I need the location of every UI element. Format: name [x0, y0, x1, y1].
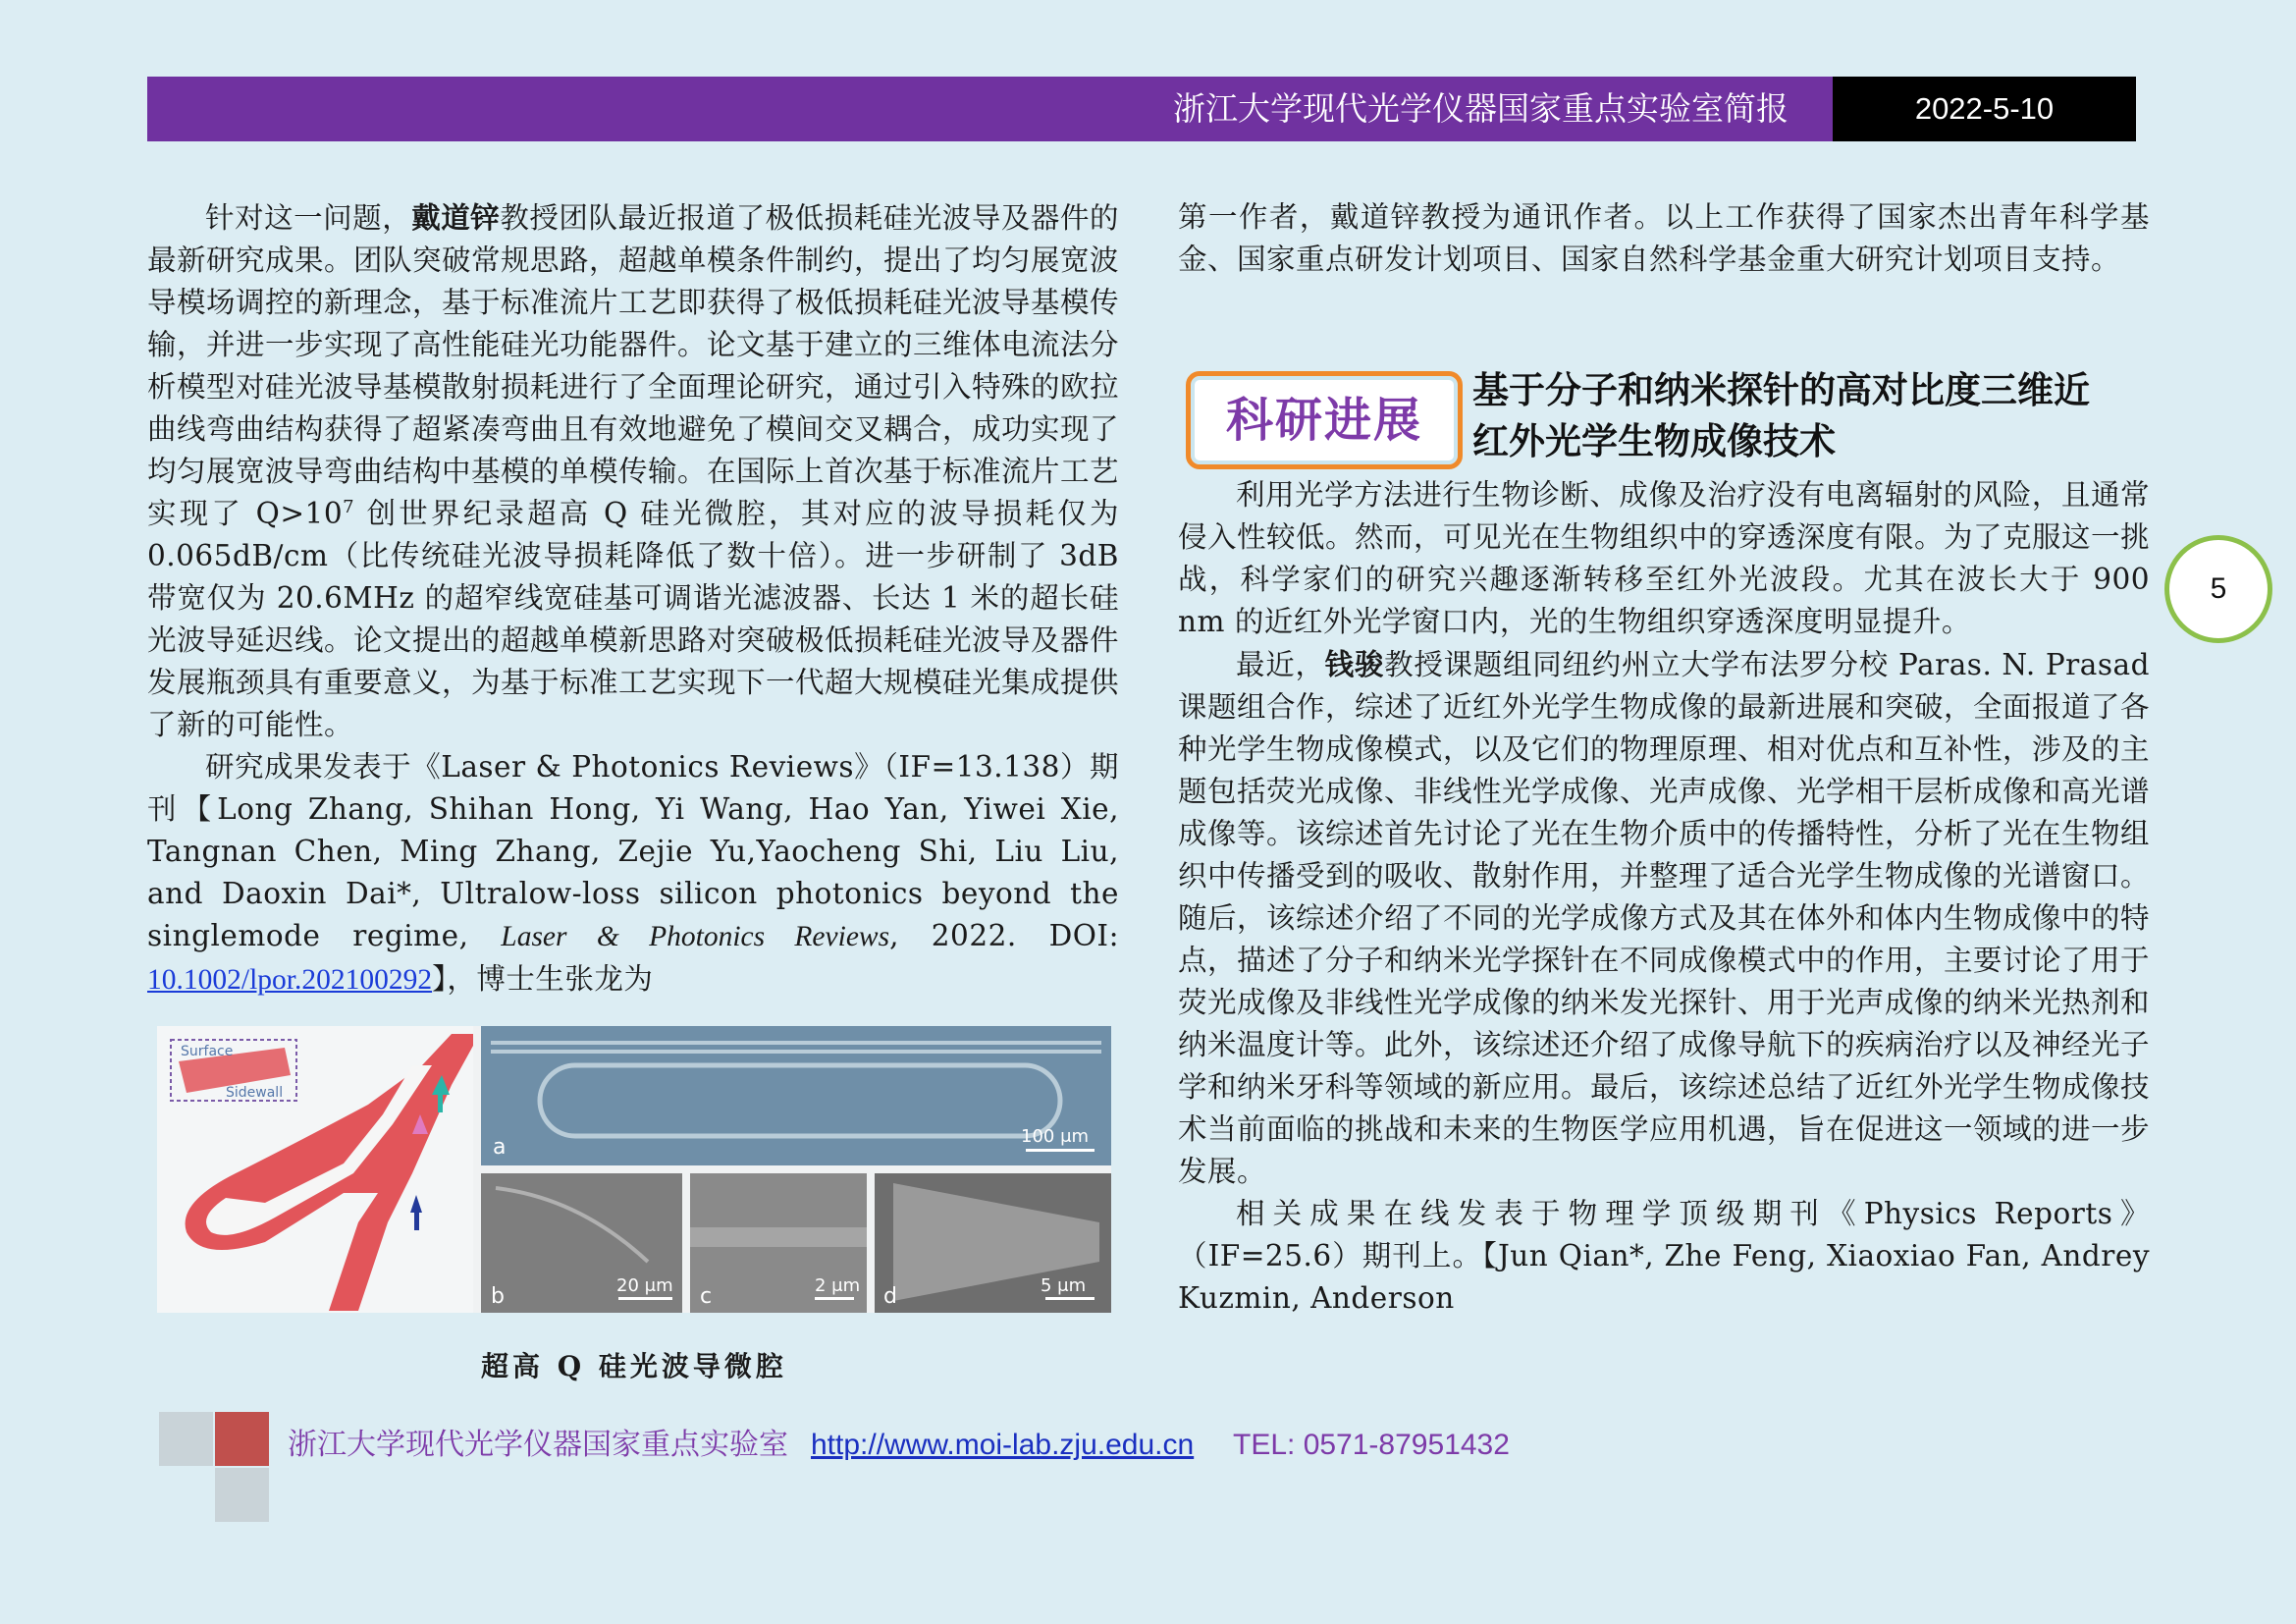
- svg-text:a: a: [493, 1135, 507, 1160]
- right-column-top: [1178, 196, 2150, 281]
- section-badge: [1186, 371, 1463, 469]
- article-paragraph: 针对这一问题，戴道锌教授团队最近报道了极低损耗硅光波导及器件的最新研究成果。团队突破常规思路，超越单模条件制约，提出了均匀展宽波导模场调控的新理念，基于标准流片工艺即获得了极低损耗硅光波导基模传输，并进一步实现了高性能硅光功能器件。论文基于建立的三维体电流法分析模型对硅光波导基模散射损耗进行了全面理论研究，通过引入特殊的欧拉曲线弯曲结构获得了超紧凑弯曲且有效地避免了模间交叉耦合，成功实现了均匀展宽波导弯曲结构中基模的单模传输。在国际上首次基于标准流片工艺实现了 $Q>10^7$ 创世界纪录超高 Q 硅光微腔，其对应的波导损耗仅为 0.065dB/cm（比传统硅光波导损耗降低了数十倍）。进一步研制了 3dB 带宽仅为 20.6MHz 的超窄线宽硅基可调谐光滤波器、长达 1 米的超长硅光波导延迟线。论文提出的超越单模新思路对突破极低损耗硅光波导及器件发展瓶颈具有重要意义，为基于标准工艺实现下一代超大规模硅光集成提供了新的可能性。: [147, 200, 1120, 741]
- figure-caption: 超高 Q 硅光波导微腔: [481, 1350, 787, 1382]
- svg-text:2 μm: 2 μm: [815, 1275, 861, 1296]
- citation-paragraph: 相关成果在线发表于物理学顶级期刊《Physics Reports》（IF=25.6）期刊上。【Jun Qian*, Zhe Feng, Xiaoxiao Fan, Andrey Kuzmin, Anderson: [1178, 1197, 2150, 1315]
- article-paragraph: 利用光学方法进行生物诊断、成像及治疗没有电离辐射的风险，且通常侵入性较低。然而，可见光在生物组织中的穿透深度有限。为了克服这一挑战，科学家们的研究兴趣逐渐转移至红外光波段。尤其在波长大于 900 nm 的近红外光学窗口内，光的生物组织穿透深度明显提升。: [1178, 478, 2151, 638]
- footer-lab-name: 浙江大学现代光学仪器国家重点实验室: [288, 1428, 788, 1462]
- article-title: 基于分子和纳米探针的高对比度三维近 红外光学生物成像技术: [1472, 369, 2090, 462]
- author-name: 钱骏: [1324, 647, 1385, 681]
- right-column: [1178, 474, 2150, 1320]
- label-sidewall: Sidewall: [226, 1085, 284, 1101]
- article-paragraph: 最近，钱骏教授课题组同纽约州立大学布法罗分校 Paras. N. Prasad 课题组合作，综述了近红外光学生物成像的最新进展和突破，全面报道了各种光学生物成像模式，以及它们的物理原理、相对优点和互补性，涉及的主题包括荧光成像、非线性光学成像、光声成像、光学相干层析成像和高光谱成像等。该综述首先讨论了光在生物介质中的传播特性，分析了光在生物组织中传播受到的吸收、散射作用，并整理了适合光学生物成像的光谱窗口。随后，该综述介绍了不同的光学成像方式及其在体外和体内生物成像中的特点，描述了分子和纳米光学探针在不同成像模式中的作用，主要讨论了用于荧光成像及非线性光学成像的纳米发光探针、用于光声成像的纳米光热剂和纳米温度计等。此外，该综述还介绍了成像导航下的疾病治疗以及神经光子学和纳米牙科等领域的新应用。最后，该综述总结了近红外光学生物成像技术当前面临的挑战和未来的生物医学应用机遇，旨在促进这一领域的进一步发展。: [1178, 647, 2151, 1188]
- svg-text:c: c: [700, 1284, 713, 1309]
- issue-date: 2022-5-10: [1833, 77, 2136, 141]
- footer-square-grey: [215, 1468, 269, 1522]
- doi-link[interactable]: 10.1002/lpor.202100292: [147, 964, 433, 996]
- section-badge-label: 科研进展: [1225, 393, 1422, 448]
- label-surface: Surface: [181, 1044, 234, 1059]
- footer-telephone: TEL: 0571-87951432: [1233, 1429, 1510, 1461]
- svg-text:d: d: [883, 1284, 897, 1309]
- page-number: 5: [2164, 535, 2272, 643]
- svg-text:100 μm: 100 μm: [1021, 1126, 1090, 1147]
- svg-text:b: b: [491, 1284, 505, 1309]
- author-name: 戴道锌: [411, 200, 501, 235]
- figure-microring: [157, 1026, 1111, 1313]
- citation-paragraph: 研究成果发表于《Laser & Photonics Reviews》（IF=13.138）期刊【Long Zhang, Shihan Hong, Yi Wang, Hao Yan, Yiwei Xie, Tangnan Chen, Ming Zhang, Zejie Yu,Yaocheng Shi, Liu Liu, and Daoxin Dai*, Ultralow-loss silicon photonics beyond the singlemode regime, Laser & Photonics Reviews, 2022. DOI: 10.1002/lpor.202100292】，博士生张龙为: [147, 750, 1120, 996]
- panel-a: [481, 1026, 1111, 1165]
- newsletter-title: 浙江大学现代光学仪器国家重点实验室简报: [1173, 89, 1789, 128]
- footer-square-grey: [159, 1412, 213, 1466]
- figure-svg: [157, 1026, 1111, 1313]
- footer-website-link[interactable]: http://www.moi-lab.zju.edu.cn: [811, 1429, 1195, 1461]
- svg-text:20 μm: 20 μm: [616, 1275, 673, 1296]
- footer-square-red: [215, 1412, 269, 1466]
- svg-text:5 μm: 5 μm: [1041, 1275, 1087, 1296]
- article-paragraph: 第一作者，戴道锌教授为通讯作者。以上工作获得了国家杰出青年科学基金、国家重点研发计划项目、国家自然科学基金重大研究计划项目支持。: [1178, 200, 2150, 276]
- left-column: [147, 196, 1119, 1001]
